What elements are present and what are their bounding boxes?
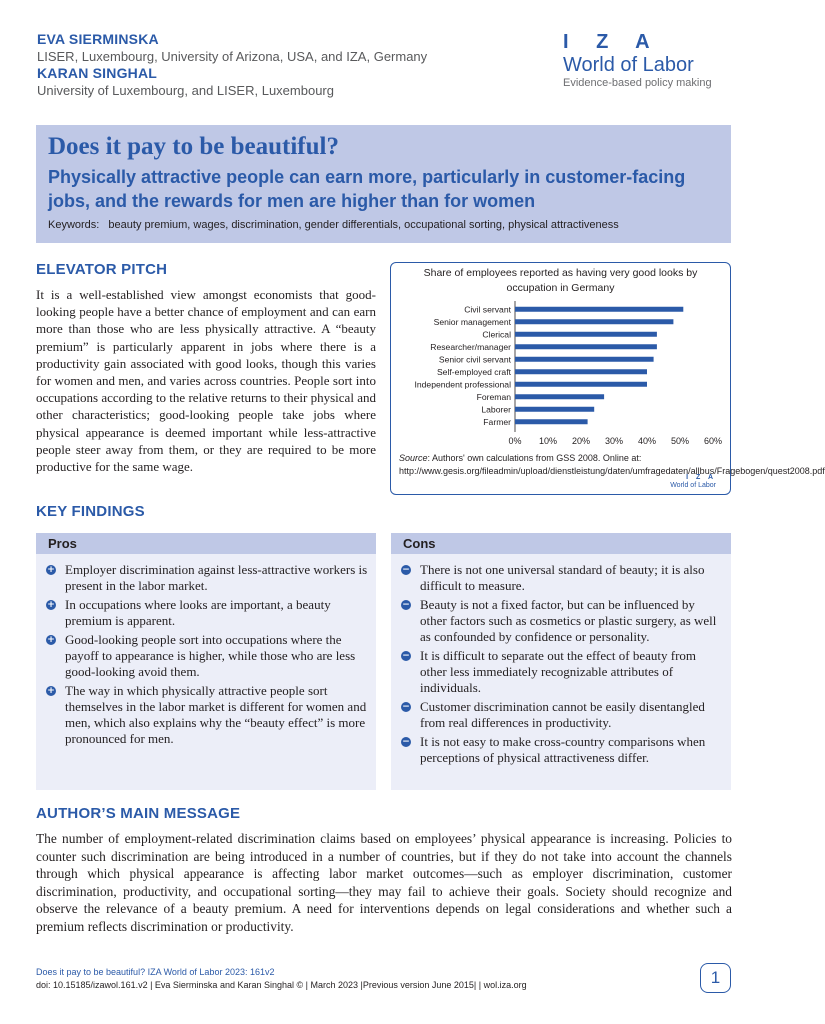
chart-source-text: : Authors' own calculations from GSS 2008. Online at: http://www.gesis.org/fileadmin/upload/dienstleistung/daten/umfragedaten/allbus/Fragebogen/quest2008.pdf bbox=[399, 453, 825, 476]
chart-source-label: Source bbox=[399, 453, 428, 463]
pros-header: Pros bbox=[36, 533, 376, 554]
keywords bbox=[48, 217, 719, 233]
footer-citation: Does it pay to be beautiful? IZA World of Labor 2023: 161v2 bbox=[36, 967, 275, 977]
chart-category-label: Independent professional bbox=[414, 379, 511, 390]
chart-category-label: Foreman bbox=[476, 391, 511, 402]
chart-logo bbox=[670, 474, 716, 490]
cons-item-text: Beauty is not a fixed factor, but can be influenced by other factors such as cosmetics or plastic surgery, as well as confounded by confidence or personality. bbox=[420, 597, 717, 644]
chart-category-label: Laborer bbox=[481, 404, 511, 415]
chart-category-label: Senior civil servant bbox=[438, 354, 511, 365]
pros-item-text: The way in which physically attractive people sort themselves in the labor market is different for women and men, which also explains why the “beauty effect” is more pronounced for men. bbox=[65, 683, 367, 746]
pros-item bbox=[46, 632, 368, 680]
chart-bar bbox=[515, 419, 588, 424]
minus-circle-icon: − bbox=[402, 651, 410, 661]
chart-tick-label: 0% bbox=[508, 436, 522, 446]
minus-circle-icon: − bbox=[402, 565, 410, 575]
cons-item bbox=[401, 597, 723, 645]
pros-item bbox=[46, 683, 368, 747]
cons-item-text: It is not easy to make cross-country comparisons when perceptions of physical attractiveness differ. bbox=[420, 734, 706, 765]
chart-bar bbox=[515, 407, 594, 412]
iza-logo bbox=[563, 31, 753, 90]
minus-circle-icon: − bbox=[402, 737, 410, 747]
chart-tick-label: 60% bbox=[703, 436, 723, 446]
cons-item-text: Customer discrimination cannot be easily disentangled from real differences in productivity. bbox=[420, 699, 705, 730]
chart-bar bbox=[515, 332, 657, 337]
chart-box bbox=[390, 262, 825, 495]
chart-bar bbox=[515, 382, 647, 387]
plus-circle-icon: + bbox=[47, 600, 55, 610]
cons-list bbox=[391, 554, 731, 790]
cons-item-text: There is not one universal standard of beauty; it is also difficult to measure. bbox=[420, 562, 705, 593]
chart-bar bbox=[515, 394, 604, 399]
page-title: Does it pay to be beautiful? bbox=[48, 133, 339, 160]
chart-category-label: Self-employed craft bbox=[436, 366, 511, 377]
pros-list bbox=[36, 554, 376, 790]
pros-item-text: Good-looking people sort into occupations where the payoff to appearance is higher, while those who are less good-looking avoid them. bbox=[65, 632, 356, 679]
keywords-label: Keywords: bbox=[48, 219, 100, 231]
chart-bar bbox=[515, 357, 654, 362]
main-message-text: The number of employment-related discrimination claims based on employees’ physical appearance is increasing. Policies to counter such discrimination are being introduced in a number of countries, but if they do not take into account the channels through which physical appearance is affecting labor market outcomes—such as employer discrimination, customer discrimination, productivity, and occupational sorting—they may fail to achieve their goals. Society should recognize and observe the relevance of a beauty premium. A need for interventions depends on legal considerations and whether such a premium reflects discrimination or productivity. bbox=[36, 831, 732, 934]
author-name: KARAN SINGHAL bbox=[37, 65, 158, 81]
plus-circle-icon: + bbox=[47, 565, 55, 575]
page-number: 1 bbox=[700, 963, 731, 993]
footer-doi: doi: 10.15185/izawol.161.v2 | Eva Sierminska and Karan Singhal © | March 2023 |Previous version June 2015| | wol.iza.org bbox=[36, 980, 527, 990]
chart-logo-wol: World of Labor bbox=[670, 482, 716, 489]
chart-logo-iza: I Z A bbox=[686, 474, 716, 481]
chart-bar bbox=[515, 369, 647, 374]
pros-item-text: In occupations where looks are important, a beauty premium is apparent. bbox=[65, 597, 331, 628]
chart-tick-label: 30% bbox=[604, 436, 624, 446]
keywords-list: beauty premium, wages, discrimination, gender differentials, occupational sorting, physical attractiveness bbox=[108, 219, 619, 231]
cons-item bbox=[401, 648, 723, 696]
chart-category-label: Civil servant bbox=[464, 304, 511, 315]
author-affiliation: University of Luxembourg, and LISER, Luxembourg bbox=[37, 83, 334, 98]
chart-tick-label: 50% bbox=[670, 436, 690, 446]
chart-title: Share of employees reported as having very good looks by occupation in Germany bbox=[423, 267, 698, 294]
chart-category-label: Researcher/manager bbox=[430, 341, 511, 352]
chart-tick-label: 20% bbox=[571, 436, 591, 446]
minus-circle-icon: − bbox=[402, 702, 410, 712]
chart-category-label: Clerical bbox=[482, 329, 511, 340]
elevator-pitch-text: It is a well-established view amongst economists that good-looking people have a better chance of employment and can earn more than those who are less physically attractive. A “beauty premium” is particularly apparent in jobs where there is a productivity gain associated with good looks, though this varies for women and men, and varies across countries. People sort into occupations according to the relative returns to their physical and other characteristics; good-looking people take jobs where physical appearance is deemed important while less-attractive people steer away from them, or they are required to be more productive for the same wage. bbox=[36, 287, 376, 475]
cons-item bbox=[401, 562, 723, 594]
pros-item-text: Employer discrimination against less-attractive workers is present in the labor market. bbox=[65, 562, 368, 593]
chart-bar bbox=[515, 344, 657, 349]
footer bbox=[36, 966, 656, 992]
logo-wol: World of Labor bbox=[563, 54, 694, 76]
cons-header: Cons bbox=[391, 533, 731, 554]
pros-item bbox=[46, 597, 368, 629]
cons-item bbox=[401, 699, 723, 731]
chart-bar bbox=[515, 319, 673, 324]
logo-tagline: Evidence-based policy making bbox=[563, 77, 712, 89]
chart-tick-label: 40% bbox=[637, 436, 657, 446]
logo-iza: I Z A bbox=[563, 31, 661, 53]
author-affiliation: LISER, Luxembourg, University of Arizona, USA, and IZA, Germany bbox=[37, 49, 428, 64]
chart-category-label: Senior management bbox=[433, 316, 511, 327]
elevator-pitch-heading: ELEVATOR PITCH bbox=[36, 261, 168, 278]
plus-circle-icon: + bbox=[47, 686, 55, 696]
pros-item bbox=[46, 562, 368, 594]
page-subtitle: Physically attractive people can earn more, particularly in customer-facing jobs, and the rewards for men are higher than for women bbox=[48, 167, 686, 211]
chart-tick-label: 10% bbox=[538, 436, 558, 446]
key-findings-heading: KEY FINDINGS bbox=[36, 503, 145, 520]
cons-item bbox=[401, 734, 723, 766]
author-name: EVA SIERMINSKA bbox=[37, 31, 159, 47]
author-block bbox=[37, 31, 507, 99]
cons-item-text: It is difficult to separate out the effect of beauty from other less immediately recognizable attributes of individuals. bbox=[420, 648, 697, 695]
main-message-heading: AUTHOR’S MAIN MESSAGE bbox=[36, 805, 241, 822]
chart-category-label: Farmer bbox=[483, 416, 511, 427]
title-box bbox=[36, 125, 731, 243]
minus-circle-icon: − bbox=[402, 600, 410, 610]
plus-circle-icon: + bbox=[47, 635, 55, 645]
chart-bar bbox=[515, 307, 683, 312]
